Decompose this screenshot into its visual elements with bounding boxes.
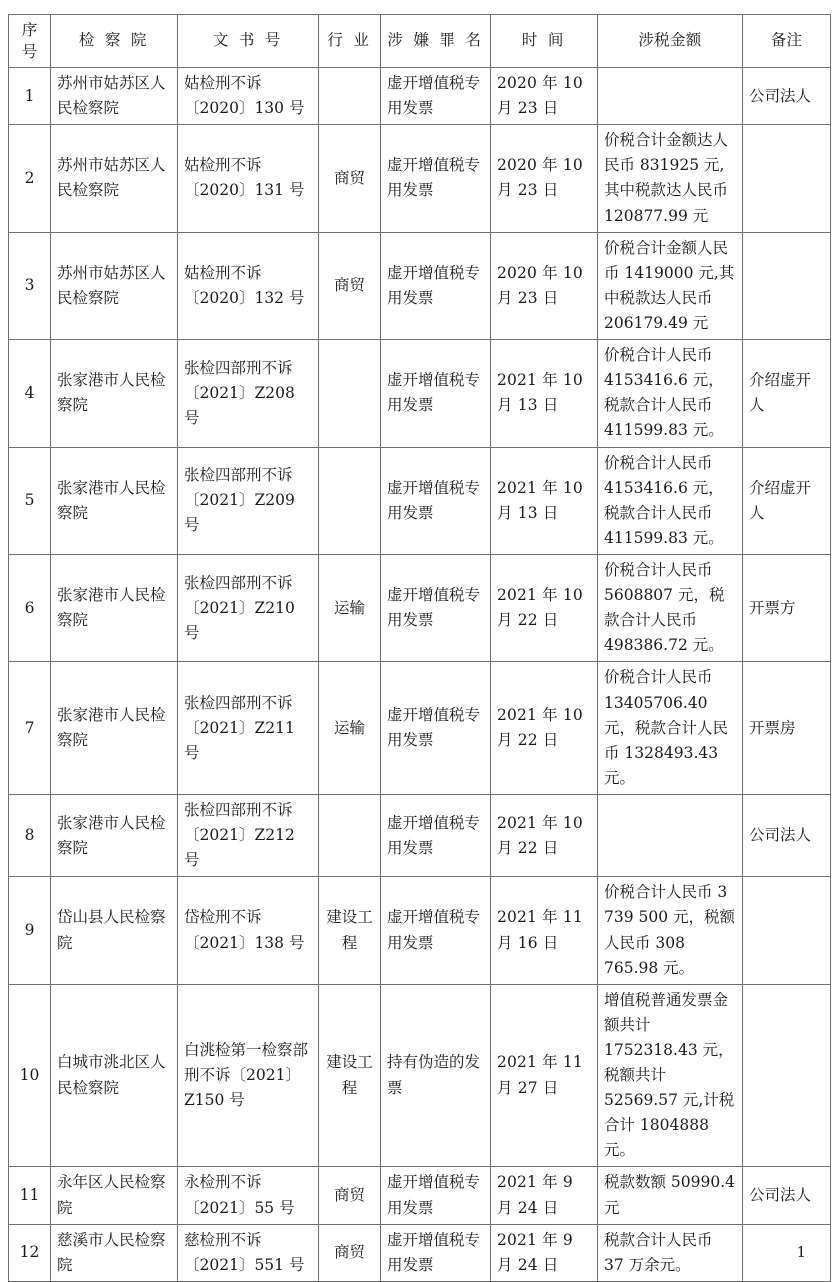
cell-amount bbox=[598, 877, 743, 984]
cell-text: 苏州市姑苏区人民检察院 bbox=[57, 156, 166, 200]
cell-remark bbox=[743, 554, 831, 661]
cell-text: 2021 年 10 月 22 日 bbox=[497, 706, 583, 750]
cell-text: 张检四部刑不诉〔2021〕Z209 号 bbox=[184, 466, 295, 535]
cell-ind bbox=[319, 877, 381, 984]
cell-remark bbox=[743, 1167, 831, 1224]
cell-text: 运输 bbox=[333, 598, 365, 617]
cell-crime bbox=[381, 232, 491, 339]
cell-amount bbox=[598, 340, 743, 447]
cell-time bbox=[491, 1167, 598, 1224]
cell-text: 白洮检第一检察部刑不诉〔2021〕Z150 号 bbox=[184, 1040, 309, 1110]
cell-crime bbox=[381, 794, 491, 876]
cell-seq bbox=[9, 232, 51, 339]
cell-ind bbox=[319, 232, 381, 339]
cell-text: 2021 年 10 月 22 日 bbox=[497, 586, 583, 630]
cell-seq bbox=[9, 68, 51, 125]
cell-text: 2020 年 10 月 23 日 bbox=[497, 263, 583, 307]
cell-text: 价税合计人民币 13405706.40 元，税款合计人民币 1328493.43 元。 bbox=[604, 668, 729, 787]
cell-text: 虚开增值税专用发票 bbox=[387, 74, 481, 118]
cell-text: 税款数额 50990.4 元 bbox=[604, 1173, 736, 1217]
cell-seq bbox=[9, 877, 51, 984]
table-row bbox=[9, 447, 831, 554]
column-header-remarks: 备注 bbox=[743, 15, 831, 68]
cell-remark bbox=[743, 340, 831, 447]
cell-text: 虚开增值税专用发票 bbox=[387, 908, 481, 952]
cell-time bbox=[491, 125, 598, 232]
cell-text: 2021 年 11 月 27 日 bbox=[497, 1053, 583, 1097]
cell-text: 4 bbox=[24, 383, 35, 402]
cell-time bbox=[491, 1224, 598, 1281]
table-row bbox=[9, 794, 831, 876]
cell-proc bbox=[51, 1167, 178, 1224]
cell-text: 2020 年 10 月 23 日 bbox=[497, 74, 583, 118]
cell-text: 岱山县人民检察院 bbox=[57, 908, 166, 952]
cell-text: 价税合计人民币 3 739 500 元，税额人民币 308 765.98 元。 bbox=[604, 883, 736, 977]
cell-time bbox=[491, 232, 598, 339]
table-header bbox=[9, 15, 831, 68]
cell-amount bbox=[598, 68, 743, 125]
prosecution-cases-table bbox=[8, 14, 831, 1282]
cell-proc bbox=[51, 232, 178, 339]
cell-text: 7 bbox=[24, 718, 35, 737]
cell-docno bbox=[178, 662, 319, 795]
cell-docno bbox=[178, 1167, 319, 1224]
cell-docno bbox=[178, 68, 319, 125]
column-header-sequence-line1: 序 bbox=[21, 21, 38, 39]
cell-crime bbox=[381, 1224, 491, 1281]
cell-text: 苏州市姑苏区人民检察院 bbox=[57, 74, 166, 118]
cell-proc bbox=[51, 877, 178, 984]
cell-text: 开票方 bbox=[749, 598, 796, 617]
cell-text: 2021 年 10 月 13 日 bbox=[497, 478, 583, 522]
column-header-sequence bbox=[9, 15, 51, 68]
cell-text: 张家港市人民检察院 bbox=[57, 706, 166, 750]
table-row bbox=[9, 125, 831, 232]
cell-amount bbox=[598, 1224, 743, 1281]
cell-text: 慈检刑不诉〔2021〕551 号 bbox=[184, 1230, 305, 1274]
cell-text: 虚开增值税专用发票 bbox=[387, 371, 481, 415]
column-header-procuratorate: 检 察 院 bbox=[51, 15, 178, 68]
cell-remark bbox=[743, 877, 831, 984]
cell-proc bbox=[51, 340, 178, 447]
cell-text: 商贸 bbox=[333, 1186, 365, 1205]
cell-time bbox=[491, 340, 598, 447]
cell-ind bbox=[319, 1224, 381, 1281]
table-row bbox=[9, 68, 831, 125]
cell-text: 姑检刑不诉〔2020〕131 号 bbox=[184, 156, 305, 200]
cell-amount bbox=[598, 125, 743, 232]
cell-amount bbox=[598, 794, 743, 876]
cell-text: 2 bbox=[24, 168, 35, 187]
cell-proc bbox=[51, 125, 178, 232]
cell-text: 永年区人民检察院 bbox=[57, 1173, 166, 1217]
cell-amount bbox=[598, 554, 743, 661]
cell-time bbox=[491, 554, 598, 661]
cell-time bbox=[491, 984, 598, 1167]
table-row bbox=[9, 984, 831, 1167]
cell-ind bbox=[319, 554, 381, 661]
cell-text: 张检四部刑不诉〔2021〕Z208 号 bbox=[184, 358, 295, 427]
cell-docno bbox=[178, 984, 319, 1167]
cell-text: 公司法人 bbox=[749, 86, 812, 105]
cell-time bbox=[491, 794, 598, 876]
cell-docno bbox=[178, 125, 319, 232]
cell-text: 商贸 bbox=[333, 276, 365, 295]
cell-text: 2021 年 11 月 16 日 bbox=[497, 908, 583, 952]
cell-text: 建设工程 bbox=[326, 908, 373, 952]
cell-time bbox=[491, 68, 598, 125]
cell-crime bbox=[381, 68, 491, 125]
cell-proc bbox=[51, 1224, 178, 1281]
cell-text: 2021 年 9 月 24 日 bbox=[497, 1173, 573, 1217]
cell-seq bbox=[9, 984, 51, 1167]
column-header-time: 时 间 bbox=[491, 15, 598, 68]
cell-ind bbox=[319, 794, 381, 876]
cell-remark bbox=[743, 984, 831, 1167]
cell-text: 虚开增值税专用发票 bbox=[387, 1230, 481, 1274]
cell-text: 价税合计金额人民币 1419000 元,其中税款达人民币 206179.49 元 bbox=[604, 238, 735, 332]
cell-crime bbox=[381, 340, 491, 447]
cell-amount bbox=[598, 447, 743, 554]
cell-text: 张家港市人民检察院 bbox=[57, 813, 166, 857]
cell-text: 价税合计人民币 4153416.6 元，税款合计人民币 411599.83 元。 bbox=[604, 453, 724, 547]
cell-text: 姑检刑不诉〔2020〕130 号 bbox=[184, 74, 305, 118]
page-number: 1 bbox=[796, 1243, 806, 1261]
cell-amount bbox=[598, 1167, 743, 1224]
cell-proc bbox=[51, 447, 178, 554]
cell-text: 苏州市姑苏区人民检察院 bbox=[57, 263, 166, 307]
cell-ind bbox=[319, 984, 381, 1167]
cell-text: 张检四部刑不诉〔2021〕Z212 号 bbox=[184, 800, 295, 870]
cell-text: 公司法人 bbox=[749, 826, 812, 845]
cell-text: 价税合计人民币 4153416.6 元，税款合计人民币 411599.83 元。 bbox=[604, 346, 724, 440]
cell-crime bbox=[381, 984, 491, 1167]
cell-text: 1 bbox=[24, 86, 35, 105]
cell-text: 2021 年 9 月 24 日 bbox=[497, 1230, 573, 1274]
cell-ind bbox=[319, 662, 381, 795]
table-row bbox=[9, 232, 831, 339]
table-row bbox=[9, 662, 831, 795]
cell-text: 持有伪造的发票 bbox=[387, 1053, 481, 1097]
table-row bbox=[9, 554, 831, 661]
cell-text: 运输 bbox=[333, 718, 365, 737]
cell-text: 张家港市人民检察院 bbox=[57, 371, 166, 415]
cell-crime bbox=[381, 662, 491, 795]
cell-remark bbox=[743, 1224, 831, 1281]
cell-text: 2021 年 10 月 13 日 bbox=[497, 371, 583, 415]
cell-text: 虚开增值税专用发票 bbox=[387, 706, 481, 750]
table-body bbox=[9, 68, 831, 1282]
cell-text: 岱检刑不诉〔2021〕138 号 bbox=[184, 908, 305, 952]
cell-amount bbox=[598, 232, 743, 339]
cell-proc bbox=[51, 794, 178, 876]
table-row bbox=[9, 1167, 831, 1224]
cell-text: 5 bbox=[24, 491, 35, 510]
cell-text: 介绍虚开人 bbox=[749, 371, 812, 415]
cell-proc bbox=[51, 68, 178, 125]
column-header-tax-amount: 涉税金额 bbox=[598, 15, 743, 68]
cell-text: 张检四部刑不诉〔2021〕Z210 号 bbox=[184, 573, 295, 642]
cell-seq bbox=[9, 794, 51, 876]
cell-seq bbox=[9, 447, 51, 554]
cell-seq bbox=[9, 340, 51, 447]
cell-text: 白城市洮北区人民检察院 bbox=[57, 1053, 166, 1097]
cell-text: 3 bbox=[24, 276, 35, 295]
cell-remark bbox=[743, 232, 831, 339]
cell-proc bbox=[51, 554, 178, 661]
cell-seq bbox=[9, 554, 51, 661]
cell-time bbox=[491, 877, 598, 984]
cell-text: 价税合计人民币 5608807 元，税款合计人民币 498386.72 元。 bbox=[604, 560, 725, 655]
column-header-document-number: 文 书 号 bbox=[178, 15, 319, 68]
cell-ind bbox=[319, 1167, 381, 1224]
cell-text: 虚开增值税专用发票 bbox=[387, 263, 481, 307]
cell-crime bbox=[381, 877, 491, 984]
cell-text: 商贸 bbox=[333, 1243, 365, 1262]
cell-text: 虚开增值税专用发票 bbox=[387, 586, 481, 630]
cell-amount bbox=[598, 662, 743, 795]
cell-text: 张家港市人民检察院 bbox=[57, 586, 166, 630]
cell-remark bbox=[743, 447, 831, 554]
cell-docno bbox=[178, 232, 319, 339]
cell-time bbox=[491, 447, 598, 554]
cell-remark bbox=[743, 68, 831, 125]
column-header-industry: 行 业 bbox=[319, 15, 381, 68]
cell-text: 10 bbox=[19, 1066, 40, 1085]
cell-text: 张检四部刑不诉〔2021〕Z211 号 bbox=[184, 693, 295, 762]
cell-proc bbox=[51, 984, 178, 1167]
cell-text: 价税合计金额达人民币 831925 元,其中税款达人民币 120877.99 元 bbox=[604, 131, 729, 225]
cell-proc bbox=[51, 662, 178, 795]
cell-text: 6 bbox=[24, 598, 35, 617]
cell-text: 增值税普通发票金额共计 1752318.43 元，税额共计 52569.57 元,计税合计 1804888 元。 bbox=[604, 990, 735, 1160]
cell-docno bbox=[178, 1224, 319, 1281]
cell-ind bbox=[319, 68, 381, 125]
cell-seq bbox=[9, 1167, 51, 1224]
cell-text: 虚开增值税专用发票 bbox=[387, 478, 481, 522]
cell-text: 公司法人 bbox=[749, 1186, 812, 1205]
cell-text: 虚开增值税专用发票 bbox=[387, 156, 481, 200]
cell-seq bbox=[9, 125, 51, 232]
cell-text: 张家港市人民检察院 bbox=[57, 478, 166, 522]
cell-text: 虚开增值税专用发票 bbox=[387, 813, 481, 857]
cell-text: 建设工程 bbox=[326, 1053, 373, 1097]
cell-text: 12 bbox=[19, 1243, 40, 1262]
cell-remark bbox=[743, 662, 831, 795]
cell-text: 姑检刑不诉〔2020〕132 号 bbox=[184, 263, 305, 307]
column-header-alleged-crime: 涉 嫌 罪 名 bbox=[381, 15, 491, 68]
cell-text: 11 bbox=[19, 1186, 40, 1205]
cell-docno bbox=[178, 794, 319, 876]
cell-text: 2020 年 10 月 23 日 bbox=[497, 156, 583, 200]
cell-text: 商贸 bbox=[333, 168, 365, 187]
cell-text: 开票房 bbox=[749, 718, 796, 737]
cell-seq bbox=[9, 1224, 51, 1281]
cell-ind bbox=[319, 447, 381, 554]
cell-text: 介绍虚开人 bbox=[749, 478, 812, 522]
cell-remark bbox=[743, 125, 831, 232]
cell-text: 9 bbox=[24, 920, 35, 939]
cell-text: 虚开增值税专用发票 bbox=[387, 1173, 481, 1217]
cell-docno bbox=[178, 447, 319, 554]
cell-docno bbox=[178, 877, 319, 984]
cell-seq bbox=[9, 662, 51, 795]
table-header-row bbox=[9, 15, 831, 68]
cell-crime bbox=[381, 125, 491, 232]
column-header-sequence-line2: 号 bbox=[21, 43, 38, 61]
cell-amount bbox=[598, 984, 743, 1167]
cell-docno bbox=[178, 340, 319, 447]
cell-time bbox=[491, 662, 598, 795]
cell-remark bbox=[743, 794, 831, 876]
table-row bbox=[9, 877, 831, 984]
table-row bbox=[9, 340, 831, 447]
cell-docno bbox=[178, 554, 319, 661]
cell-text: 2021 年 10 月 22 日 bbox=[497, 813, 583, 857]
cell-text: 8 bbox=[24, 826, 35, 845]
cell-text: 永检刑不诉〔2021〕55 号 bbox=[184, 1173, 295, 1217]
cell-text: 慈溪市人民检察院 bbox=[57, 1230, 166, 1274]
cell-crime bbox=[381, 554, 491, 661]
cell-ind bbox=[319, 340, 381, 447]
cell-crime bbox=[381, 447, 491, 554]
cell-text: 税款合计人民币 37 万余元。 bbox=[604, 1230, 713, 1274]
cell-crime bbox=[381, 1167, 491, 1224]
cell-ind bbox=[319, 125, 381, 232]
table-row bbox=[9, 1224, 831, 1281]
